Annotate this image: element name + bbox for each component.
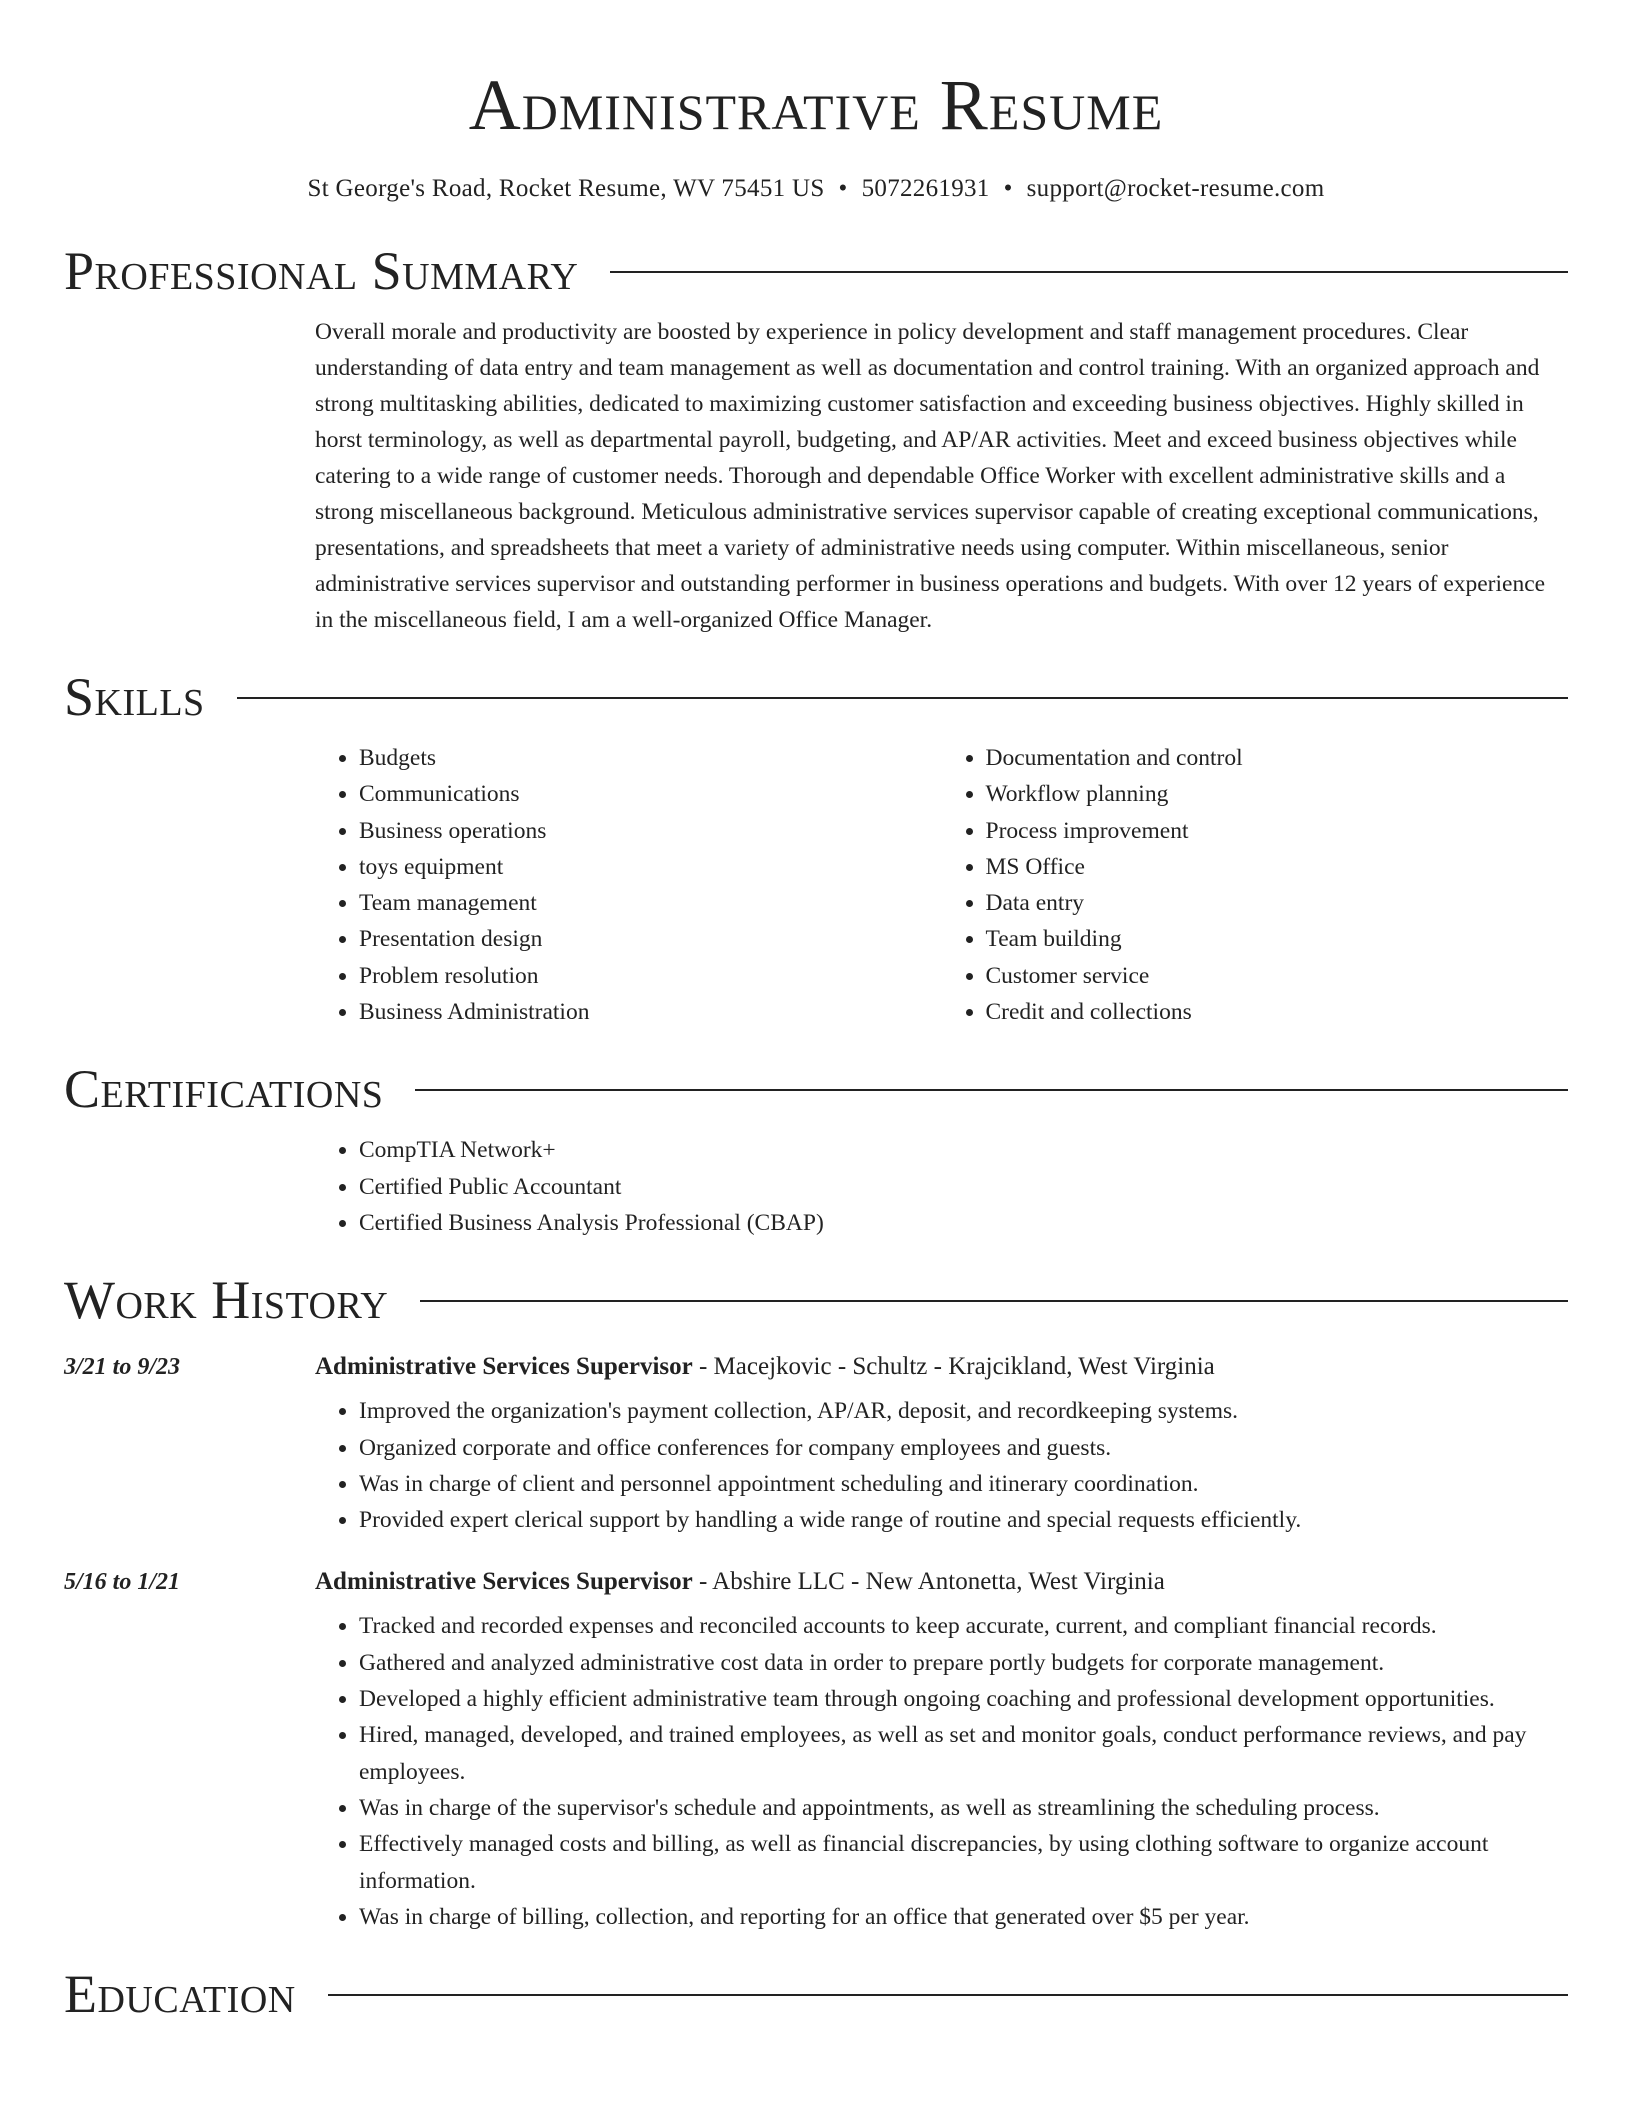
job-bullet: • Tracked and recorded expenses and reconciled accounts to keep accurate, current, and compliant financial records. xyxy=(359,1608,1568,1644)
job-title-line xyxy=(315,1353,1215,1381)
job-bullet: • Gathered and analyzed administrative cost data in order to prepare portly budgets for corporate management. xyxy=(359,1645,1568,1681)
certifications-list xyxy=(315,1132,1568,1241)
job-dates: 3/21 to 9/23 xyxy=(64,1354,181,1381)
skill-item: • Communications xyxy=(359,776,942,812)
contact-email: support@rocket-resume.com xyxy=(1026,175,1325,202)
skill-item: • MS Office xyxy=(986,849,1569,885)
skill-item: • Documentation and control xyxy=(986,740,1569,776)
job-bullet: • Improved the organization's payment collection, AP/AR, deposit, and recordkeeping systems. xyxy=(359,1393,1568,1429)
skill-item: • Team building xyxy=(986,921,1569,957)
job-title-line xyxy=(315,1568,1165,1596)
section-divider xyxy=(420,1300,1568,1302)
job-bullet: • Organized corporate and office conferences for company employees and guests. xyxy=(359,1430,1568,1466)
certifications-heading: Certifications xyxy=(64,1059,384,1120)
job-title: Administrative Services Supervisor xyxy=(315,1568,693,1596)
summary-text: Overall morale and productivity are boosted by experience in policy development and staff management procedures. Clear understanding of data entry and team management as well as documentation and control training. With an organized approach and strong multitasking abilities, dedicated to maximizing customer satisfaction and exceeding business objectives. Highly skilled in horst terminology, as well as departmental payroll, budgeting, and AP/AR activities. Meet and exceed business objectives while catering to a wide range of customer needs. Thorough and dependable Office Worker with excellent administrative skills and a strong miscellaneous background. Meticulous administrative services supervisor capable of creating exceptional communications, presentations, and spreadsheets that meet a variety of administrative needs using computer. Within miscellaneous, senior administrative services supervisor and outstanding performer in business operations and budgets. With over 12 years of experience in the miscellaneous field, I am a well-organized Office Manager. xyxy=(315,319,1546,633)
summary-body xyxy=(315,314,1568,638)
skill-item: • toys equipment xyxy=(359,849,942,885)
job-bullet: • Hired, managed, developed, and trained employees, as well as set and monitor goals, conduct performance reviews, and pay employees. xyxy=(359,1717,1568,1790)
certification-item: • Certified Business Analysis Professional (CBAP) xyxy=(359,1205,1568,1241)
job-bullet: • Was in charge of billing, collection, and reporting for an office that generated over $5 per year. xyxy=(359,1899,1568,1935)
job-title: Administrative Services Supervisor xyxy=(315,1353,693,1381)
education-section-header xyxy=(64,1963,1568,2025)
skill-item: • Workflow planning xyxy=(986,776,1569,812)
skills-column-left xyxy=(315,740,942,1030)
job-company: - Macejkovic - Schultz - Krajcikland, West Virginia xyxy=(692,1353,1215,1381)
job-entry xyxy=(64,1353,1568,1538)
contact-separator: • xyxy=(1003,175,1013,202)
skills-section-header xyxy=(64,666,1568,728)
contact-phone: 5072261931 xyxy=(861,175,990,202)
job-bullet: • Effectively managed costs and billing, as well as financial discrepancies, by using clothing software to organize account information. xyxy=(359,1826,1568,1899)
work-section-header xyxy=(64,1269,1568,1331)
section-divider xyxy=(237,697,1568,699)
skills-heading: Skills xyxy=(64,667,205,727)
skill-item: • Business Administration xyxy=(359,994,942,1030)
work-heading: Work History xyxy=(64,1270,389,1331)
certification-item: • CompTIA Network+ xyxy=(359,1132,1568,1168)
summary-section-header xyxy=(64,240,1568,302)
job-bullets xyxy=(315,1393,1568,1538)
skills-column-right xyxy=(942,740,1569,1030)
job-bullets xyxy=(315,1608,1568,1935)
job-entry xyxy=(64,1568,1568,1935)
job-dates: 5/16 to 1/21 xyxy=(64,1569,181,1596)
skill-item: • Presentation design xyxy=(359,921,942,957)
skill-item: • Process improvement xyxy=(986,813,1569,849)
job-bullet: • Developed a highly efficient administrative team through ongoing coaching and professional development opportunities. xyxy=(359,1681,1568,1717)
skill-item: • Team management xyxy=(359,885,942,921)
skill-item: • Customer service xyxy=(986,958,1569,994)
resume-title: Administrative Resume xyxy=(468,65,1164,145)
job-bullet: • Was in charge of the supervisor's schedule and appointments, as well as streamlining the scheduling process. xyxy=(359,1790,1568,1826)
skill-item: • Business operations xyxy=(359,813,942,849)
skills-list xyxy=(315,740,1568,1030)
contact-line xyxy=(64,174,1568,204)
job-bullet: • Provided expert clerical support by handling a wide range of routine and special requests efficiently. xyxy=(359,1502,1568,1538)
contact-separator: • xyxy=(838,175,848,202)
section-divider xyxy=(328,1994,1568,1996)
skill-item: • Problem resolution xyxy=(359,958,942,994)
section-divider xyxy=(610,271,1568,273)
education-heading: Education xyxy=(64,1964,296,2025)
contact-address: St George's Road, Rocket Resume, WV 75451 US xyxy=(307,175,825,202)
summary-heading: Professional Summary xyxy=(64,241,579,301)
certification-item: • Certified Public Accountant xyxy=(359,1169,1568,1205)
skill-item: • Credit and collections xyxy=(986,994,1569,1030)
job-company: - Abshire LLC - New Antonetta, West Virginia xyxy=(692,1568,1165,1596)
certifications-section-header xyxy=(64,1058,1568,1120)
skill-item: • Data entry xyxy=(986,885,1569,921)
job-bullet: • Was in charge of client and personnel appointment scheduling and itinerary coordination. xyxy=(359,1466,1568,1502)
skill-item: • Budgets xyxy=(359,740,942,776)
section-divider xyxy=(415,1089,1568,1091)
